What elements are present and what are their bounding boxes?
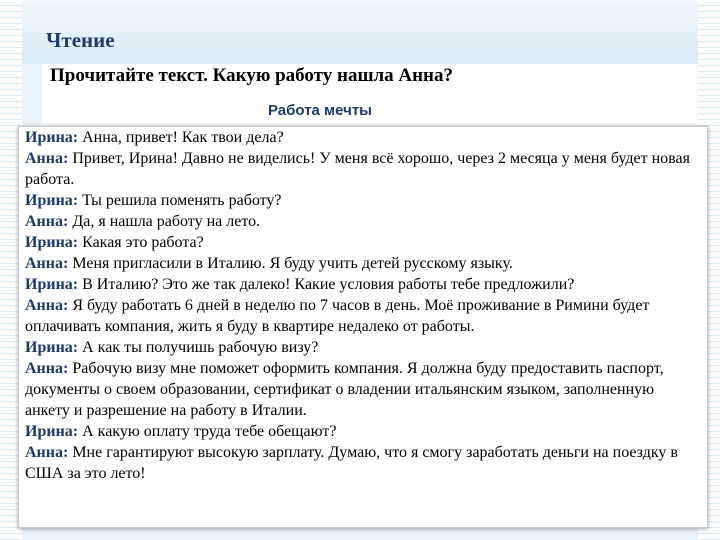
dialogue-line	[25, 274, 701, 295]
dialogue-line	[25, 442, 701, 484]
dialogue-text: Я буду работать 6 дней в неделю по 7 часов в день. Моё проживание в Римини будет оплачивать компания, жить я буду в квартире недалеко от работы.	[25, 297, 650, 335]
dialogue-line	[25, 337, 701, 358]
speaker-label: Ирина:	[25, 192, 79, 209]
dialogue-text: Мне гарантируют высокую зарплату. Думаю, что я смогу заработать деньги на поездку в США за это лето!	[25, 444, 678, 482]
dialogue-text: А как ты получишь рабочую визу?	[78, 339, 319, 356]
dialogue-text: Рабочую визу мне поможет оформить компания. Я должна буду предоставить паспорт, документы о своем образовании, сертификат о владении итальянским языком, заполненную анкету и разрешение на работу в Италии.	[25, 360, 664, 419]
dialogue-line	[25, 295, 701, 337]
speaker-label: Анна:	[25, 360, 69, 377]
dialogue-text: Анна, привет! Как твои дела?	[78, 129, 284, 146]
question-text: Прочитайте текст. Какую работу нашла Анна?	[50, 65, 454, 86]
dialogue-line	[25, 127, 701, 148]
dialogue-text: Какая это работа?	[78, 234, 204, 251]
dialogue-text: Меня пригласили в Италию. Я буду учить детей русскому языку.	[68, 255, 513, 272]
dialogue-line	[25, 253, 701, 274]
dialogue-line	[25, 421, 701, 442]
dialogue-line	[25, 190, 701, 211]
dialogue-text: В Италию? Это же так далеко! Какие условия работы тебе предложили?	[78, 276, 575, 293]
speaker-label: Анна:	[25, 213, 69, 230]
dialogue-text: Ты решила поменять работу?	[78, 192, 282, 209]
dialogue-panel	[18, 126, 708, 528]
speaker-label: Ирина:	[25, 234, 79, 251]
dialogue-line	[25, 232, 701, 253]
speaker-label: Ирина:	[25, 129, 79, 146]
dialogue-text: Привет, Ирина! Давно не виделись! У меня всё хорошо, через 2 месяца у меня будет новая работа.	[25, 150, 690, 188]
section-title: Чтение	[46, 28, 115, 52]
dialogue-list	[25, 127, 701, 484]
dialogue-line	[25, 358, 701, 421]
dialogue-text: А какую оплату труда тебе обещают?	[78, 423, 337, 440]
speaker-label: Анна:	[25, 255, 69, 272]
header-band	[22, 0, 698, 64]
dialogue-text: Да, я нашла работу на лето.	[68, 213, 261, 230]
speaker-label: Ирина:	[25, 423, 79, 440]
speaker-label: Анна:	[25, 150, 69, 167]
dialogue-line	[25, 211, 701, 232]
text-subtitle: Работа мечты	[268, 102, 372, 119]
speaker-label: Ирина:	[25, 339, 79, 356]
speaker-label: Ирина:	[25, 276, 79, 293]
speaker-label: Анна:	[25, 444, 69, 461]
dialogue-line	[25, 148, 701, 190]
speaker-label: Анна:	[25, 297, 69, 314]
